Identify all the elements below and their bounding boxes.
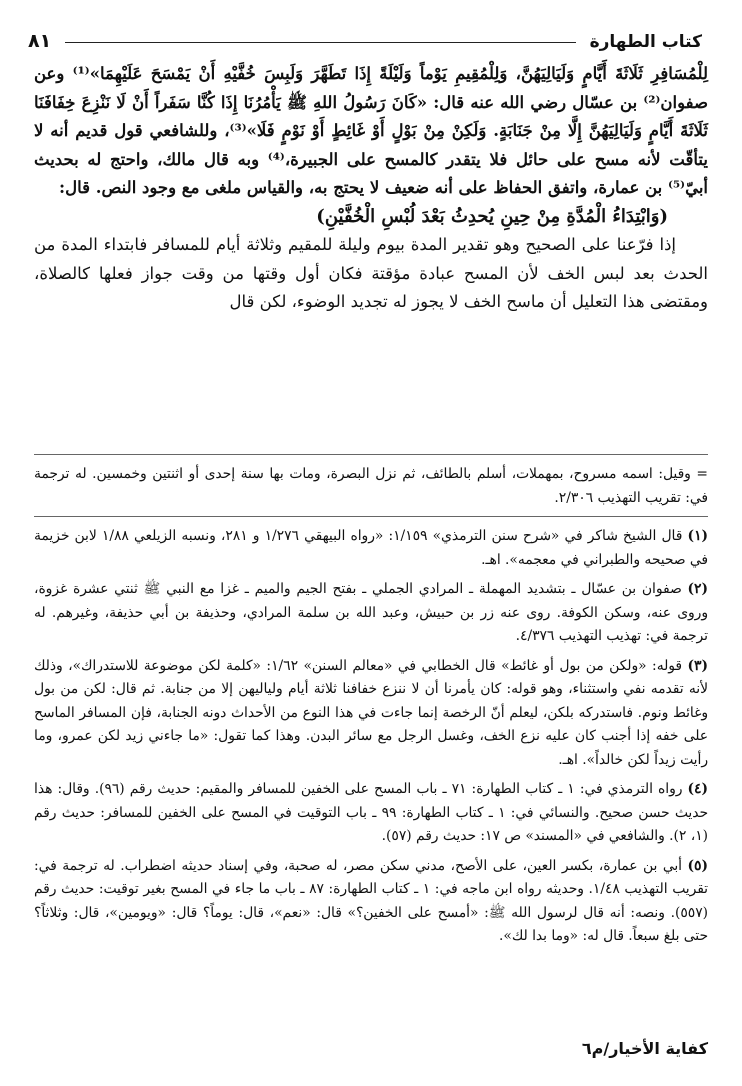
signature-mark: كفاية الأخيار/م٦ [581, 1039, 708, 1058]
page-number: ٨١ [28, 30, 52, 52]
footnote-2 [34, 578, 708, 649]
footnote-marker: (٤) [687, 781, 708, 797]
footnote-carryover: = وقيل: اسمه مسروح، بمهملات، أسلم بالطائف، ثم نزل البصرة، ومات بها سنة إحدى أو اثنتين وخمسين. له ترجمة في: تقريب التهذيب ٢/٣٠٦. [34, 466, 708, 506]
section-heading: (وَابْتِدَاءُ الْمُدَّةِ مِنْ حِينِ يُحدِثُ بَعْدَ لُبْسِ الْخُفَّيْنِ) [316, 205, 668, 227]
footnote-5 [34, 855, 708, 949]
footnote-separator [34, 516, 708, 517]
footnote-3 [34, 655, 708, 773]
footnote-text: رواه الترمذي في: ١ ـ كتاب الطهارة: ٧١ ـ باب المسح على الخفين للمسافر والمقيم: حديث رقم (٩٦). وقال: هذا حديث حسن صحيح. والنسائي في: ١ ـ كتاب الطهارة: ٩٩ ـ باب التوقيت في المسح على الخفين للمسافر: حديث رقم (١، ٢). والشافعي في «المسند» ص ١٧: حديث رقم (٥٧). [34, 781, 708, 844]
running-title: كتاب الطهارة [589, 32, 702, 52]
header-rule [65, 42, 575, 43]
footnote-text: أبي بن عمارة، بكسر العين، على الأصح، مدني سكن مصر، له صحبة، وفي إسناد حديثه اضطراب. له ترجمة في: تقريب التهذيب ١/٤٨. وحديثه رواه ابن ماجه في: ١ ـ كتاب الطهارة: ٨٧ ـ باب ما جاء في المسح بغير توقيت: حديث رقم (٥٥٧). ونصه: أنه قال لرسول الله ﷺ: «أمسح على الخفين؟» قال: «نعم»، قال: يوماً؟ قال: «ويومين»، قال: وثلاثاً؟ حتى بلغ سبعاً. قال له: «وما بدا لك». [34, 857, 709, 944]
page-header [28, 22, 702, 52]
footnote-marker: (٣) [687, 657, 708, 674]
footnote-marker: (٢) [687, 581, 708, 597]
footnote-text: قال الشيخ شاكر في «شرح سنن الترمذي» ١/١٥٩: «رواه البيهقي ١/٢٧٦ و ٢٨١، ونسبه الزيلعي ١/٨٨ لابن خزيمة في صحيحه والطبراني في معجمه». اهـ. [34, 528, 708, 568]
body-paragraph-2: إذا فرّعنا على الصحيح وهو تقدير المدة بيوم وليلة للمقيم وثلاثة أيام للمسافر فابتداء المدة من الحدث بعد لبس الخف لأن المسح عبادة مؤقتة فكان أول وقتها من وقت جواز فعلها كالصلاة، ومقتضى هذا التعليل أن ماسح الخف لا يجوز له تجديد الوضوء، لكن قال [34, 235, 708, 311]
footnote-text: قوله: «ولكن من بول أو غائط» قال الخطابي في «معالم السنن» ١/٦٢: «كلمة لكن موضوعة للاستدراك»، وذلك لأنه تقدمه نفي واستثناء، وهو قوله: كان يأمرنا أن لا ننزع خفافنا ثلاثة أيام ولياليهن إلا من جنابة. ثم قال: لكن من بول وغائط ونوم. فاستدركه بلكن، ليعلم أنّ الرخصة إنما جاءت في هذا النوع من الأحداث دونه الجنابة، فإن المسافر الماسح على خفه إذا أجنب كان عليه نزع الخف، وغسل الرجل مع سائر البدن. وهذا كما تقول: «ما جاءني زيد لكن عمرو، وما رأيت زيداً لكن خالداً». اهـ. [34, 657, 708, 768]
footnote-1 [34, 525, 708, 572]
footnote-separator [34, 454, 708, 455]
footnotes [34, 448, 708, 955]
main-text [34, 60, 708, 317]
footnote-marker: (٥) [687, 857, 708, 874]
body-paragraph-1: لِلْمُسَافِرِ ثَلَاثَةَ أَيَّامٍ وَلَيَالِيَهُنَّ، وَلِلْمُقِيمِ يَوْماً وَلَيْلَةً إِذَا تَطَهَّرَ وَلَبِسَ خُفَّيْهِ أَنْ يَمْسَحَ عَلَيْهِمَا»⁽¹⁾ وعن صفوان⁽²⁾ بن عسّال رضي الله عنه قال: «كَانَ رَسُولُ اللهِ ﷺ يَأْمُرُنَا إِذَا كُنَّا سَفَراً أَنْ لَا نَنْزِعَ خِفَافَنَا ثَلَاثَةَ أَيَّامٍ وَلَيَالِيَهُنَّ إِلَّا مِنْ جَنَابَةٍ. وَلَكِنْ مِنْ بَوْلٍ أَوْ غَائِطٍ أَوْ نَوْمٍ فَلَا»⁽³⁾، وللشافعي قول قديم أنه لا يتأقّت لأنه مسح على حائل فلا يتقدر كالمسح على الجبيرة،⁽⁴⁾ وبه قال مالك، واحتج له بحديث أبيّ⁽⁵⁾ بن عمارة، واتفق الحفاظ على أنه ضعيف لا يحتج به، والقياس ملغى مع وجود النص. قال: [34, 64, 708, 197]
footnote-text: صفوان بن عسّال ـ بتشديد المهملة ـ المرادي الجملي ـ بفتح الجيم والميم ـ غزا مع النبي ﷺ ثنتي عشرة غزوة، وروى عنه، وسكن الكوفة. روى عنه زر بن حبيش، وعبد الله بن سلمة المرادي، وحذيفة بن أبي حذيفة، وغيرهم. له ترجمة في: تهذيب التهذيب ٤/٣٧٦. [34, 581, 708, 644]
footnote-4 [34, 778, 708, 849]
footnote-marker: (١) [687, 528, 709, 544]
